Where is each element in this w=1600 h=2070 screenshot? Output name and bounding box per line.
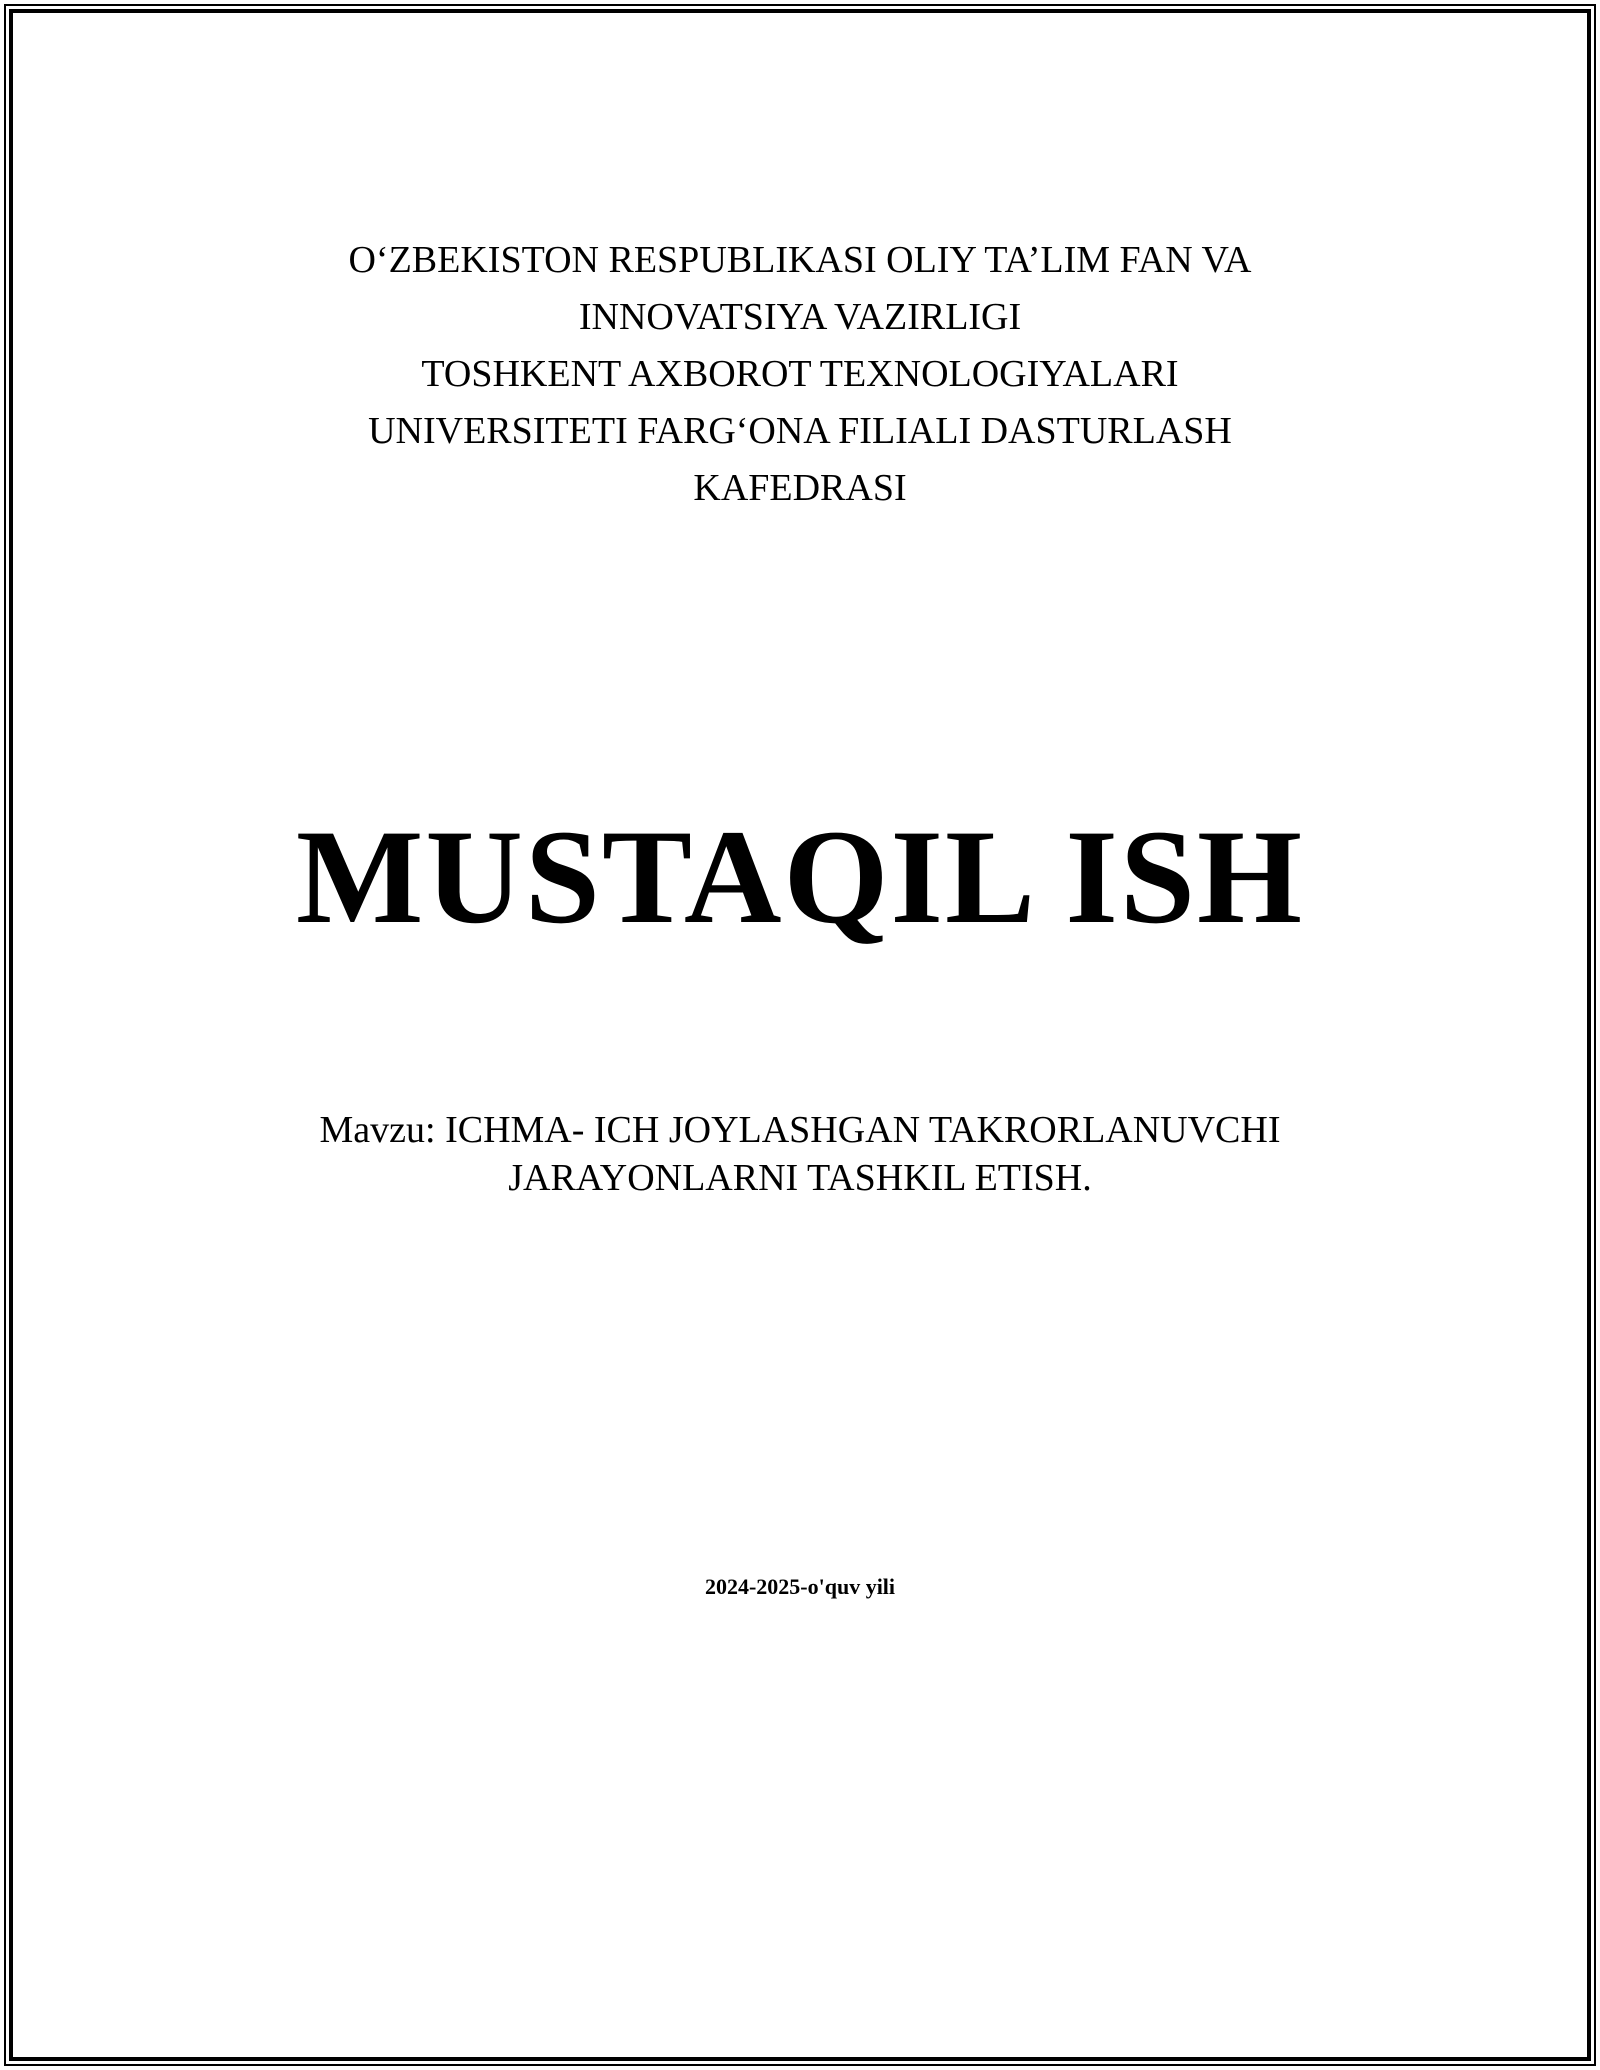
ministry-header-line-3: TOSHKENT AXBOROT TEXNOLOGIYALARI	[421, 353, 1179, 395]
ministry-header	[0, 232, 1600, 517]
ministry-header-line-1: O‘ZBEKISTON RESPUBLIKASI OLIY TA’LIM FAN VA	[348, 239, 1252, 281]
topic-line-1: Mavzu: ICHMA- ICH JOYLASHGAN TAKRORLANUVCHI	[319, 1109, 1281, 1151]
ministry-header-line-4: UNIVERSITETI FARG‘ONA FILIALI DASTURLASH	[368, 410, 1232, 452]
topic-line-2: JARAYONLARNI TASHKIL ETISH.	[508, 1157, 1092, 1199]
topic-block	[0, 1106, 1600, 1202]
ministry-header-line-5: KAFEDRASI	[693, 467, 907, 509]
document-title: MUSTAQIL ISH	[295, 803, 1305, 952]
ministry-header-line-2: INNOVATSIYA VAZIRLIGI	[578, 296, 1022, 338]
academic-year: 2024-2025-o'quv yili	[704, 1574, 896, 1599]
